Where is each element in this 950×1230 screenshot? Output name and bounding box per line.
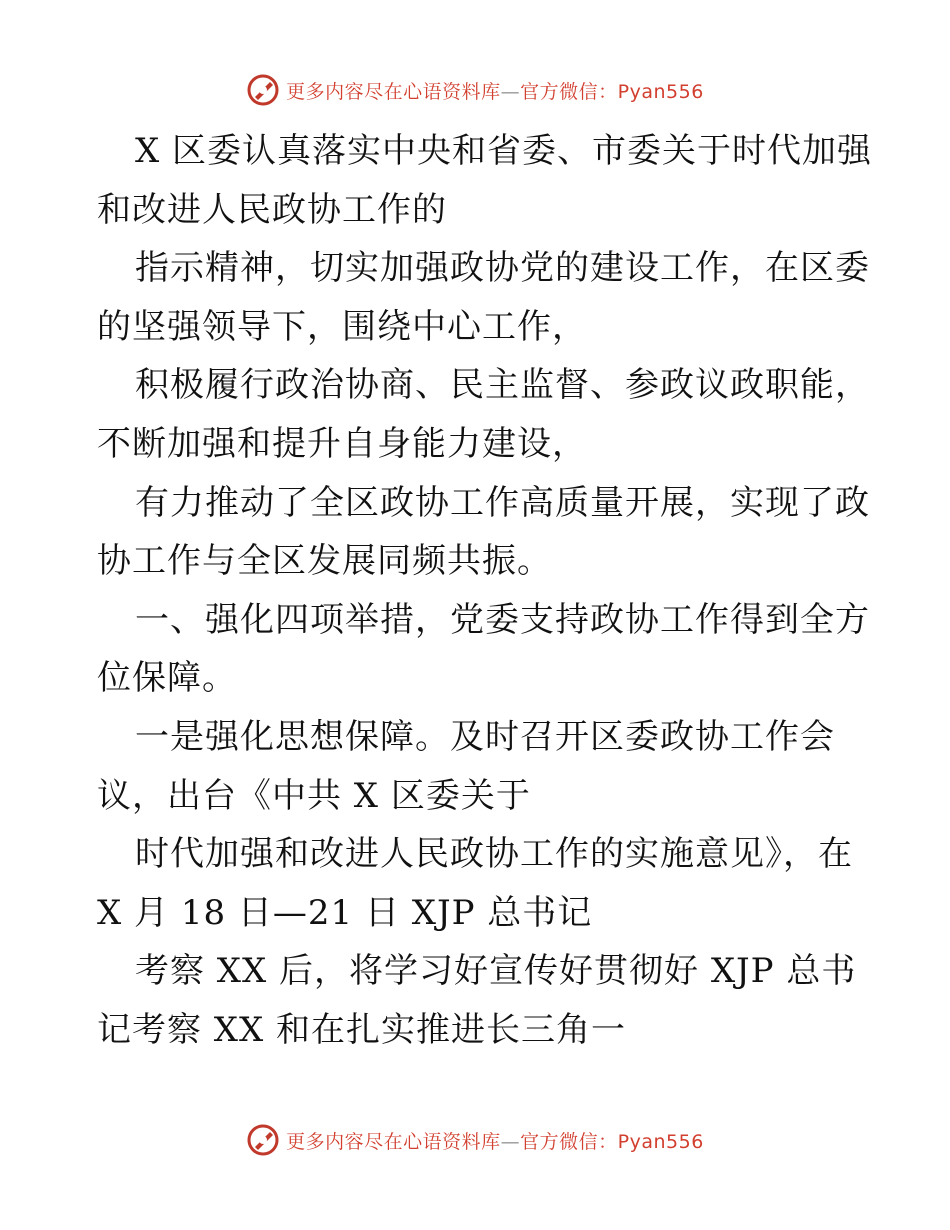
section-heading: 一、强化四项举措，党委支持政协工作得到全方: [135, 599, 870, 640]
text-line: 不断加强和提升自身能力建设，: [97, 423, 587, 464]
text-line: 考察 XX 后，将学习好宣传好贯彻好 XJP 总书: [135, 951, 857, 992]
watermark-text: 更多内容尽在心语资料库—官方微信：Pyan556: [286, 1130, 704, 1153]
text-line: X 区委认真落实中央和省委、市委关于时代加强: [135, 131, 873, 171]
footer-watermark: [0, 1120, 950, 1160]
text-line: 记考察 XX 和在扎实推进长三角一: [97, 1009, 627, 1050]
text-line: 的坚强领导下，围绕中心工作，: [97, 306, 587, 347]
text-line: 和改进人民政协工作的: [97, 189, 447, 230]
logo-icon: [246, 1123, 280, 1157]
document-body: [97, 122, 873, 1060]
text-line: 有力推动了全区政协工作高质量开展，实现了政: [135, 482, 870, 523]
text-line: 积极履行政治协商、民主监督、参政议政职能，: [135, 365, 870, 406]
text-line: 一是强化思想保障。及时召开区委政协工作会: [135, 716, 835, 757]
watermark-text: 更多内容尽在心语资料库—官方微信：Pyan556: [286, 80, 704, 103]
header-watermark: [0, 70, 950, 110]
section-heading: 位保障。: [97, 658, 237, 699]
text-line: 时代加强和改进人民政协工作的实施意见》，在: [135, 834, 853, 875]
text-line: 议，出台《中共 X 区委关于: [97, 775, 531, 816]
logo-icon: [246, 73, 280, 107]
text-line: 协工作与全区发展同频共振。: [97, 541, 552, 582]
text-line: X 月 18 日—21 日 XJP 总书记: [97, 892, 593, 933]
text-line: 指示精神，切实加强政协党的建设工作，在区委: [135, 248, 870, 289]
